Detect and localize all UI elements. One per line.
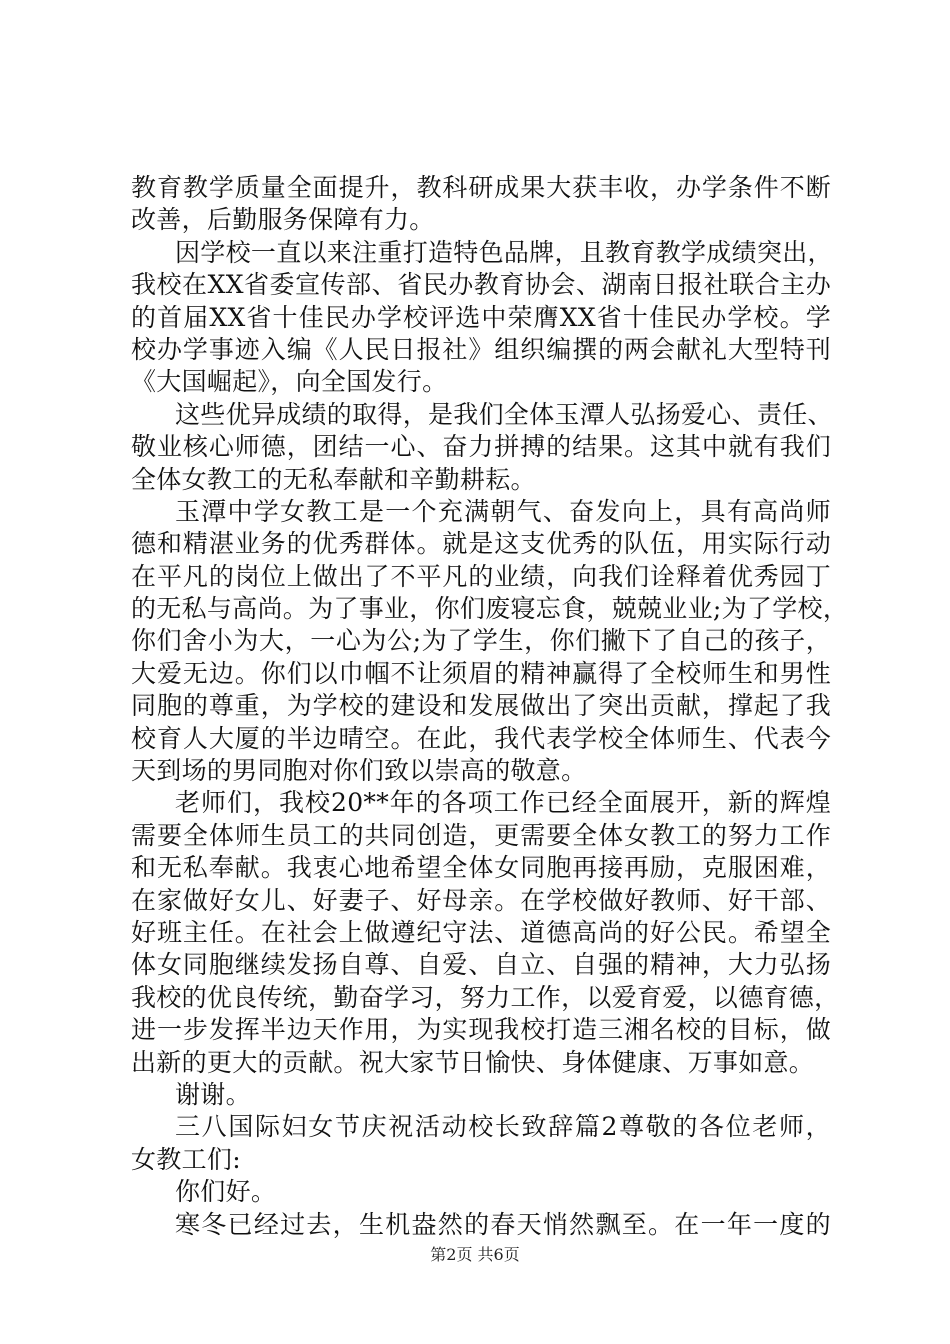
text-line: 出新的更大的贡献。祝大家节日愉快、身体健康、万事如意。 [131, 1047, 815, 1077]
text-line: 教育教学质量全面提升，教科研成果大获丰收，办学条件不断 [131, 173, 831, 202]
text-line: 和无私奉献。我衷心地希望全体女同胞再接再励，克服困难， [131, 853, 831, 883]
text-line: 老师们，我校20**年的各项工作已经全面展开，新的辉煌 [175, 788, 831, 818]
text-line: 玉潭中学女教工是一个充满朝气、奋发向上，具有高尚师 [175, 496, 831, 526]
text-line: 同胞的尊重，为学校的建设和发展做出了突出贡献，撑起了我 [131, 691, 831, 721]
text-line: 我校在XX省委宣传部、省民办教育协会、湖南日报社联合主办 [131, 270, 831, 300]
text-line: 《大国崛起》，向全国发行。 [131, 367, 448, 397]
text-line: 谢谢。 [175, 1079, 251, 1109]
text-line: 女教工们: [131, 1144, 241, 1174]
text-line: 在平凡的岗位上做出了不平凡的业绩，向我们诠释着优秀园丁 [131, 561, 831, 591]
text-line: 在家做好女儿、好妻子、好母亲。在学校做好教师、好干部、 [131, 885, 831, 915]
text-line: 进一步发挥半边天作用，为实现我校打造三湘名校的目标，做 [131, 1015, 831, 1045]
text-line: 因学校一直以来注重打造特色品牌，且教育教学成绩突出， [175, 237, 833, 267]
text-line: 需要全体师生员工的共同创造，更需要全体女教工的努力工作 [131, 820, 831, 850]
text-line: 体女同胞继续发扬自尊、自爱、自立、自强的精神，大力弘扬 [131, 950, 831, 980]
text-line: 改善，后勤服务保障有力。 [131, 205, 435, 235]
text-line: 校办学事迹入编《人民日报社》组织编撰的两会献礼大型特刊 [131, 334, 831, 364]
text-line: 全体女教工的无私奉献和辛勤耕耘。 [131, 464, 536, 494]
text-line: 好班主任。在社会上做遵纪守法、道德高尚的好公民。希望全 [131, 917, 831, 947]
text-line: 三八国际妇女节庆祝活动校长致辞篇2尊敬的各位老师， [175, 1112, 831, 1142]
text-line: 的首届XX省十佳民办学校评选中荣膺XX省十佳民办学校。学 [131, 302, 831, 332]
text-line: 校育人大厦的半边晴空。在此，我代表学校全体师生、代表今 [131, 723, 831, 753]
text-line: 这些优异成绩的取得，是我们全体玉潭人弘扬爱心、责任、 [175, 399, 833, 429]
document-body [131, 172, 849, 1241]
text-line: 大爱无边。你们以巾帼不让须眉的精神赢得了全校师生和男性 [131, 658, 831, 688]
text-line: 你们好。 [175, 1177, 277, 1207]
text-line: 我校的优良传统，勤奋学习，努力工作，以爱育爱，以德育德， [131, 982, 840, 1012]
text-line: 德和精湛业务的优秀群体。就是这支优秀的队伍，用实际行动 [131, 529, 831, 559]
page-footer: 第2页 共6页 [430, 1245, 520, 1264]
text-line: 的无私与高尚。为了事业，你们废寝忘食，兢兢业业;为了学校， [131, 594, 849, 624]
text-line: 你们舍小为大，一心为公;为了学生，你们撇下了自己的孩子， [131, 626, 831, 656]
text-line: 寒冬已经过去，生机盎然的春天悄然飘至。在一年一度的 [175, 1209, 831, 1239]
text-line: 天到场的男同胞对你们致以崇高的敬意。 [131, 756, 587, 786]
text-line: 敬业核心师德，团结一心、奋力拼搏的结果。这其中就有我们 [131, 432, 831, 462]
